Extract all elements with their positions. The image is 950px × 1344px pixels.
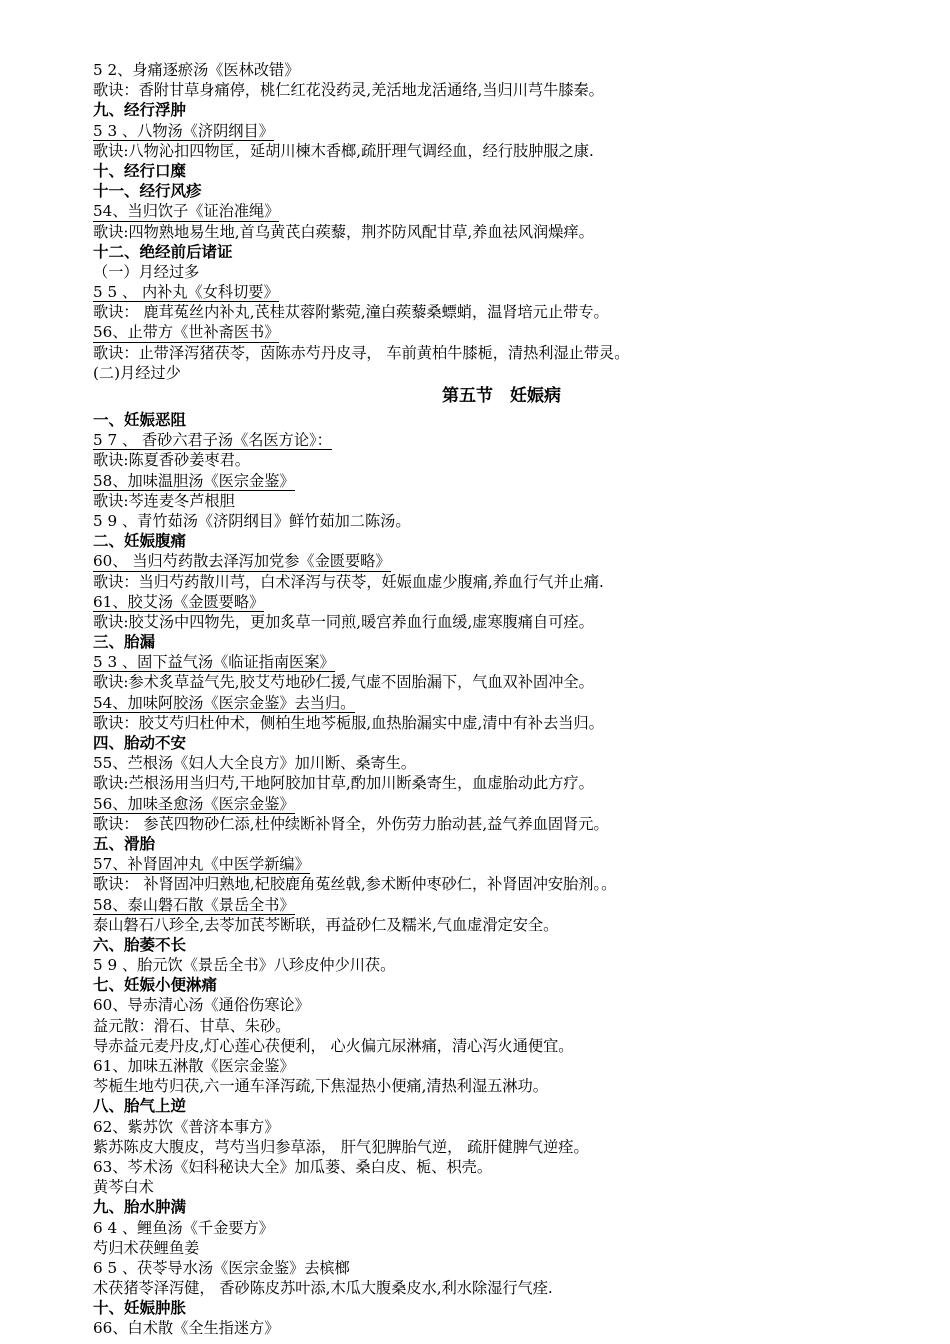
verse-line: 歌诀： 补肾固冲归熟地,杞胶鹿角菟丝戟,参术断仲枣砂仁，补肾固冲安胎剂。。: [93, 875, 617, 894]
formula-title: 5 2、身痛逐瘀汤《医林改错》: [93, 61, 300, 79]
formula-title: 66、白术散《全生指迷方》: [93, 1319, 280, 1338]
chapter-title: 第五节 妊娠病: [442, 386, 561, 406]
formula-title: 5 5 、 内补丸《女科切要》: [93, 283, 279, 302]
formula-title: 58、泰山磐石散《景岳全书》: [93, 895, 295, 914]
verse-line: 歌诀： 鹿茸菟丝内补丸,芪桂苁蓉附紫菀,潼白蒺藜桑螵蛸，温肾培元止带专。: [93, 303, 609, 322]
section-heading: 十、妊娠肿胀: [93, 1299, 187, 1318]
section-heading: 十二、绝经前后诸证: [93, 242, 233, 261]
formula-title: 5 3 、八物汤《济阴纲目》: [93, 121, 274, 140]
verse-line: 歌诀:芩连麦冬芦根胆: [93, 491, 235, 510]
verse-line: （一）月经过多: [93, 262, 200, 281]
formula-title: 54、加味阿胶汤《医宗金鉴》去当归。: [93, 693, 356, 712]
formula-title: 5 9 、青竹茹汤《济阴纲目》鲜竹茹加二陈汤。: [93, 511, 411, 530]
section-heading: 六、胎萎不长: [93, 935, 187, 954]
section-heading: 八、胎气上逆: [93, 1097, 187, 1116]
formula-title: 6 5 、茯苓导水汤《医宗金鉴》去槟榔: [93, 1258, 350, 1277]
formula-title: 63、芩术汤《妇科秘诀大全》加瓜蒌、桑白皮、栀、枳壳。: [93, 1157, 493, 1176]
verse-line: 黄芩白术: [93, 1178, 154, 1197]
formula-title: 60、 当归芍药散去泽泻加党参《金匮要略》: [93, 552, 391, 571]
verse-line: 歌诀:参术炙草益气先,胶艾芍地砂仁援,气虚不固胎漏下，气血双补固冲全。: [93, 673, 594, 692]
verse-line: 芍归术茯鲤鱼姜: [93, 1238, 200, 1257]
verse-line: (二)月经过少: [93, 363, 181, 382]
verse-line: 益元散：滑石、甘草、朱砂。: [93, 1016, 291, 1035]
formula-title: 5 9 、胎元饮《景岳全书》八珍皮仲少川茯。: [93, 956, 396, 975]
formula-title: 61、胶艾汤《金匮要略》: [93, 592, 265, 611]
section-heading: 十、经行口糜: [93, 161, 187, 180]
formula-title: 56、止带方《世补斋医书》: [93, 323, 280, 342]
formula-title: 6 4 、鲤鱼汤《千金要方》: [93, 1218, 274, 1237]
section-heading: 九、经行浮肿: [93, 101, 187, 120]
verse-line: 歌诀:八物沁扣四物匡，延胡川楝木香榔,疏肝理气调经血，经行肢肿服之康.: [93, 141, 594, 160]
verse-line: 芩栀生地芍归茯,六一通车泽泻疏,下焦湿热小便痛,清热利湿五淋功。: [93, 1077, 548, 1096]
formula-title: 57、补肾固冲丸《中医学新编》: [93, 855, 310, 874]
section-heading: 九、胎水肿满: [93, 1198, 187, 1217]
formula-title: 56、加味圣愈汤《医宗金鉴》: [93, 794, 295, 813]
formula-title: 5 3 、固下益气汤《临证指南医案》: [93, 653, 335, 672]
verse-line: 泰山磐石八珍全,去苓加芪芩断联，再益砂仁及糯米,气血虚滑定安全。: [93, 915, 559, 934]
verse-line: 歌诀：止带泽泻猪茯苓，茵陈赤芍丹皮寻， 车前黄柏牛膝栀，清热利湿止带灵。: [93, 343, 630, 362]
section-heading: 四、胎动不安: [93, 734, 187, 752]
formula-title: 62、紫苏饮《普济本事方》: [93, 1117, 280, 1136]
verse-line: 术茯猪苓泽泻健， 香砂陈皮苏叶添,木瓜大腹桑皮水,利水除湿行气痊.: [93, 1279, 553, 1298]
section-heading: 二、妊娠腹痛: [93, 532, 187, 551]
verse-line: 紫苏陈皮大腹皮，芎芍当归参草添， 肝气犯脾胎气逆， 疏肝健脾气逆痊。: [93, 1137, 589, 1156]
section-heading: 五、滑胎: [93, 834, 156, 853]
formula-title: 55、苎根汤《妇人大全良方》加川断、桑寄生。: [93, 754, 417, 773]
formula-title: 5 7 、 香砂六君子汤《名医方论》：: [93, 431, 332, 450]
formula-title: 61、加味五淋散《医宗金鉴》: [93, 1057, 295, 1075]
verse-line: 歌诀:四物熟地易生地,首乌黄芪白蒺藜，荆芥防风配甘草,养血祛风润燥痒。: [93, 222, 594, 241]
verse-line: 歌诀：当归芍药散川芎，白术泽泻与茯苓，妊娠血虚少腹痛,养血行气并止痛.: [93, 572, 604, 591]
section-heading: 十一、经行风疹: [93, 182, 202, 201]
formula-title: 54、当归饮子《证治准绳》: [93, 202, 280, 221]
section-heading: 一、妊娠恶阻: [93, 411, 187, 429]
verse-line: 歌诀：香附甘草身痛停，桃仁红花没药灵,羌活地龙活通络,当归川芎牛膝秦。: [93, 81, 604, 100]
formula-title: 60、导赤清心汤《通俗伤寒论》: [93, 996, 310, 1015]
verse-line: 歌诀： 参芪四物砂仁添,杜仲续断补肾全，外伤劳力胎动甚,益气养血固肾元。: [93, 814, 609, 833]
verse-line: 歌诀:陈夏香砂姜枣君。: [93, 451, 250, 470]
section-heading: 三、胎漏: [93, 633, 156, 652]
section-heading: 七、妊娠小便淋痛: [93, 976, 218, 995]
verse-line: 歌诀:胶艾汤中四物先，更加炙草一同煎,暖宫养血行血缓,虚寒腹痛自可痊。: [93, 612, 594, 631]
verse-line: 歌诀:苎根汤用当归芍,干地阿胶加甘草,酌加川断桑寄生，血虚胎动此方疗。: [93, 774, 594, 793]
verse-line: 导赤益元麦丹皮,灯心莲心茯便利， 心火偏亢尿淋痛，清心泻火通便宜。: [93, 1036, 574, 1055]
formula-title: 58、加味温胆汤《医宗金鉴》: [93, 471, 295, 490]
verse-line: 歌诀：胶艾芍归杜仲术，侧柏生地芩栀服,血热胎漏实中虚,清中有补去当归。: [93, 713, 604, 732]
